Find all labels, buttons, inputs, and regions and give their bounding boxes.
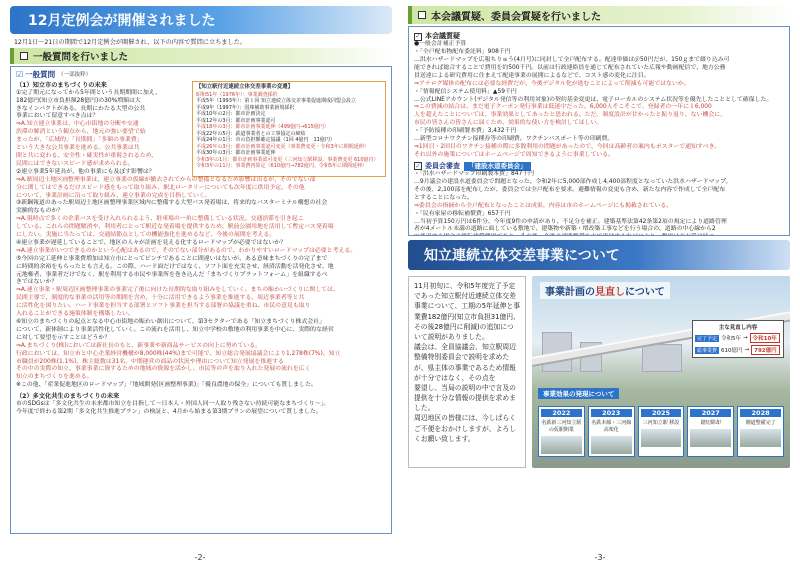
flow-step-desc: 名鉄新三河知立駅の仮駅開業 (541, 420, 582, 433)
page-number-right: -3- (594, 553, 606, 562)
flow-step-photo (591, 436, 632, 454)
bottom-paragraph: 周辺地区の皆様には、今しばらくご不便をおかけしますが、よろしくお願い致します。 (414, 414, 516, 443)
image-title (540, 282, 670, 299)
flow-step (687, 406, 734, 457)
general-question-section-title: 一般質問を行いました (33, 52, 129, 63)
q2-title: （2）多文化共生のまちづくりの未来 (16, 393, 120, 401)
history-item: 平成10年の2月：都市計画決定 (196, 111, 266, 118)
body-line: 実験的なものか？ (16, 208, 64, 215)
flow-step-year: 2023 (591, 409, 632, 417)
right-page (400, 0, 800, 566)
revision-title: 主な見直し内容 (718, 325, 758, 331)
building-shape (642, 344, 682, 372)
q1-continued (16, 177, 386, 390)
image-title-prefix: 事業計画の (545, 287, 595, 298)
bottom-paragraph: 11月初旬に、令和5年度完了予定であった知立駅付近連続立体交差事業について、工期の5年延伸と事業費182億円(知立市負担31億円、その後28億円に削減)の追加について説明がありました。 (414, 282, 521, 341)
q1-line: 間と共に変わる、安全性・確実性が重視されるため、 (16, 152, 158, 159)
body-line: に対して要望を示すことはどうか？ (16, 334, 111, 341)
flow-step (588, 406, 635, 457)
body-line: 行政においては、知立市と中心企業経営機構が8,000株(44%)まで可能で、知立総合発展協議会により1,278株(7%)、知立 (16, 350, 341, 357)
arrow-right-icon: → (743, 335, 748, 341)
revision-row (695, 333, 781, 343)
flow-step (638, 406, 685, 457)
iinkai-line: …当初予算150万円は6件分、今年度9件の申請があり、不足分を補正。建築基準法第42条第2項の規定により道路管理 (414, 218, 727, 225)
general-question-section-header (10, 48, 392, 64)
iinkai-line: ・「洪水ハザードマップ印刷製本費」847千円 (414, 171, 534, 178)
flow-step-photo (541, 436, 582, 454)
flow-step-desc: 名鉄本線・三河線 高架化 (591, 420, 632, 433)
square-icon (418, 11, 426, 19)
flow-step-desc: 側道整備完了 (745, 420, 776, 426)
honkaigi-line: …洪水ハザードマップを広報ちりゅう(4月号)に同封して全戸配布する。配達単価は＠50円だが、150ｇまで綴り込み可 (414, 57, 730, 64)
flow-step-year: 2027 (690, 409, 731, 417)
history-title: 【知立駅付近連続立体交差事業の変遷】 (196, 83, 294, 90)
q1-title: （1）知立市のまちづくりの未来 (16, 81, 107, 89)
flow-step (737, 406, 784, 457)
body-line: ⑥知立のまちづくりの起点となる中心市街地の賑わい創出について、第3セクターである「知立まちづくり株式会社」 (16, 319, 325, 326)
history-item: 平成22年の5月：鉄道事業者との工事協定の締結 (196, 130, 306, 137)
flow-step-year: 2028 (740, 409, 781, 417)
revision-tag: 完了予定 (697, 335, 718, 342)
iinkai-title: 委員会審査 (425, 161, 460, 170)
honkaigi-line: ●一般会計補正予算 (414, 41, 467, 48)
q1-line: という大きな公共事業を進める。公共事業は共 (16, 145, 140, 152)
effect-flow-title: 事業効果の発現について (538, 388, 619, 399)
honkaigi-title: 本会議質疑 (425, 32, 460, 40)
history-item: 平成9年（1997年）：国庫補助事業新規採択 (196, 104, 295, 111)
body-line: に時間的余裕をもらったとも言える。この際、ハード面だけではなく、ソフト面を充実させ、経済活動を活発化させ、地 (16, 263, 334, 270)
iinkai-line: ⇒委員会の指摘から全戸配布となったことは成果。内容は市のホームページにも掲載されている。 (414, 202, 673, 209)
history-item: 平成30年の3月：都市計画事業延伸 (196, 150, 276, 157)
honkaigi-line: 市民の皆さんの皆さんに届くため、効果的な使い方を検討してほしい。 (414, 120, 603, 127)
grade-separation-section (408, 240, 790, 475)
q1-line: 事業において留意すべき点は？ (16, 113, 99, 120)
q2-line: 今年度で終わる第2期「多文化共生推進プラン」の検証と、4月から始まる第3期プランの展望について質しました。 (16, 409, 322, 416)
revision-before: 令和5年 (721, 336, 742, 342)
body-line: 分に関してはできるだけスピード感をもって取り組み、駅北ロータリーについても次年度に供用予定。その他 (16, 184, 305, 191)
iinkai-line: その後、2,100部を配布したが、委員会では全戸配布を要求。避難情報の変更も含め、新たな内容で作成して全戸配布 (414, 186, 726, 193)
history-item: 平成18年の3月：都市計画事業延伸（499億円→615億円） (196, 124, 329, 131)
honkaigi-line: …公式LINEアカウント(デジタル発信等の利用対象)の契約基金変更は、電子ローカルのシステム状況等を優先したこととして確保した。 (414, 96, 773, 103)
iinkai-committee: 「建設水道委員会」 (464, 162, 531, 171)
right-section-header (408, 6, 790, 24)
grade-separation-content (408, 276, 790, 468)
body-line: している、これらの問題解消や、利用者にとって駅近な発着場を提供するため、駅前公園用地を活用して暫定バス発着場 (16, 224, 334, 231)
q1-line: 渋滞の解消という観点から、地元の強い要望で始 (16, 129, 146, 136)
bottom-paragraph: 要望し、当局の説明の中で言及の提供を十分な情報の提供を求めました。 (414, 383, 516, 413)
honkaigi-line: …新型コロナワクチン接種券等の印刷費。ワクチンパスポート等の印刷費。 (414, 136, 614, 143)
flow-step-photo (740, 429, 781, 447)
iinkai-line (414, 234, 784, 236)
q1-line: 民間にはできないスピード感が求められる。 (16, 160, 134, 167)
check-icon: ☑ (16, 70, 24, 79)
general-question-title: 一般質問 (25, 70, 56, 80)
body-line: ⇒A.まちづくり(株)においては新社長のもと、新事業や新商品サービスの向上に努めている。 (16, 342, 262, 349)
revision-after: 令和10年 (750, 333, 780, 343)
history-item: 平成24年の1月：市の負担額確定協議（1回 4億円 11億円） (196, 137, 335, 144)
body-line: ※この他、「産業促進地区のロードマップ」「地域開発(区画整理事業)」「優良農地の保全」についても質しました。 (16, 382, 317, 389)
history-item: 平成12年の3月：都市計画事業認可 (196, 117, 276, 124)
body-line: ⇒A.連立事業がいつできるのかという心配はあるので、そのでない部分があるので、わかりやすいロードマップは必要と考える。 (16, 247, 357, 254)
body-line: 入れることができる施策体制を構築したい。 (16, 311, 134, 318)
flow-step-year: 2022 (541, 409, 582, 417)
honkaigi-line: ・「予防接種の印刷製本費」3,432千円 (414, 128, 517, 135)
revision-tag: 総事業費 (697, 347, 718, 354)
left-intro: 12月1日～21日の期間で12月定例会が開催され、以下の内容で質問に立ちました。 (14, 39, 247, 46)
iinkai-line: 者が4メートル未満の道路に面している敷地で、建築物や新築・増改築工事などを行う場合の、道路の中心線から2 (414, 226, 716, 233)
grade-separation-text (408, 276, 526, 468)
history-item: 令和3年の1月：都市計画事業認可変更（三河知立駅移設、事業費変更 610億円） (196, 156, 379, 163)
honkaigi-line: ⇒1回目・2回目のワクチン接種の際に多数利用の問題があったので、今回は高齢者の案内もポスターで通知すべき。 (414, 144, 721, 151)
flow-step-desc: 踏切除却 (700, 420, 721, 426)
revision-after: 792億円 (751, 345, 779, 355)
general-question-box (10, 66, 392, 534)
body-line: ⇒A.現時点で多くの企業バスを受け入れられるよう、駐車場の一角に整備している状況。交通渋滞を引き起こ (16, 216, 304, 223)
body-line: について、事業計画に沿って取り組み、連立事業の完成を目指していく。 (16, 192, 211, 199)
history-item: 昭和51年（1976年）：事業調査採択 (196, 91, 278, 98)
flow-step-year: 2025 (641, 409, 682, 417)
iinkai-line: とすることになった。 (414, 194, 473, 201)
iinkai-header (414, 162, 784, 171)
body-line: 市職員が200株(1.1%)、株主総数は31名、中期運営の商品の状況や理由について知立発展を推進する (16, 358, 284, 365)
body-line: きではないか？ (16, 279, 58, 286)
honkaigi-line: ⇒この費減の結合は、まだ電子クーポン発行事業は低迷中だった。6,000人そこそこで、登録者の一年に１6,000 (414, 104, 712, 111)
effect-flow (538, 406, 784, 457)
body-line: ④連立事業が遅延していることで、地区の人々が計画を見える化するロードマップが必要ではないか？ (16, 239, 287, 246)
body-line: 民間主導で、制度的な事業の活用等の期間を含め、十分に活用できるよう事業を推進する。周辺事業者等と共 (16, 295, 305, 302)
right-section-title: 本会議質疑、委員会質疑を行いました (431, 11, 601, 23)
q1-line: ①完了期元になってから5年間という長期期間に加え、 (16, 89, 161, 96)
honkaigi-line: ・「情報配信システム使用料」▲59千円 (414, 88, 517, 95)
check-icon: ✓ (415, 161, 421, 170)
deliberation-box (408, 26, 790, 236)
arrow-right-icon: → (744, 347, 750, 353)
flow-step-photo (690, 429, 731, 447)
flow-step-photo (641, 429, 682, 447)
iinkai-line: …9月議会の建設水道委員会で問題となった、令和2年に5,000部作成し4,400部程度となっていた洪水ハザードマップ。 (414, 178, 732, 185)
body-line: ⇒A.連立事業・駅周辺区画整理事業の事業完了後に向けた長期的な取り組みをしていく。まちの賑わいづくりに関しては、 (16, 287, 339, 294)
body-line: について、新体制により事業活性化していく。この流れを活用し、知立中学校の敷地の利用事業を中心に、実際的な経営 (16, 326, 334, 333)
q1-line: ②連立事業5年延長が、他の事業にも及ぼす影響は？ (16, 168, 155, 175)
q2-line: 市のSDGsは「多文化共生の未来都市知立を目指して～日本人・外国人同一人取り残さない持続可能なまちづくり～」。 (16, 401, 330, 408)
bottom-paragraph: 議会は、全員協議会、知立駅周辺整備特別委員会で説明を求めたが、県主体の事業であるため情報が十分ではなく、その点を (414, 343, 516, 382)
history-item: 平成5年（1993年）：第１回 知立連続立体交差事業促進期成同盟会設立 (196, 98, 356, 105)
image-title-suffix: について (625, 287, 665, 298)
question-top-area (16, 81, 386, 177)
q1-line: まったが、「広域的」「長期間」「多額の事業費」 (16, 137, 143, 144)
body-line: に活性化を図りたい。ハード事業を担当する部署とソフト事業を担当する部署の協議を重ね、市民の意見も取り (16, 303, 311, 310)
body-line: ⑤今回の完工延伸と事業費増加は知立市にとってピンチであることに間違いはないが、ある意味まちづくりの完了まで (16, 255, 328, 262)
general-question-note: （一部抜粋） (58, 71, 92, 78)
honkaigi-line: 能できれば総合することで費用を約500千円。以前は行政連絡員を通じて配布されていた広報や動画配信で、地方公務 (414, 64, 726, 71)
body-line: ⇒A.駅周辺土地区画整理事業は、連立事業の仮線が撤去されてからの整備となるため影響は出るが、そのでない部 (16, 176, 316, 183)
body-line: その中の実際の知立、事業事業に資するための地域の資源を活かし、市民等の声を取り入れた発展の流れを広く (16, 366, 311, 373)
page-number-left: -2- (194, 553, 206, 562)
check-icon: ✓ (415, 32, 421, 40)
square-icon (20, 52, 28, 60)
history-item: 平成26年の3月：都市計画事業認可変更（事業費変更・令和3年に期間延伸） (196, 143, 369, 150)
honkaigi-line: ⇒アナログ媒体の配布には必要な経費だが、今後デジタル化が進むことによって削減も可能ではないか。 (414, 80, 690, 87)
honkaigi-line: 人を超えたことについては、事業効果としてあったと思われる。ただ、制度設計が甘かったと振り返り、ない機会に、 (414, 112, 727, 119)
grade-separation-title: 知立連続立体交差事業について (408, 240, 790, 270)
revision-box (692, 320, 784, 358)
honkaigi-line: ・「全戸配布物配布委託料」908千円 (414, 49, 511, 56)
q1-text (16, 81, 188, 177)
image-title-key: 見直し (595, 287, 625, 298)
body-line: 元地権者、事業者だけでなく、駅を利用する市民や事業所を巻き込んだ「まちづくりプラットフォーム」を組織するべ (16, 271, 328, 278)
honkaigi-line: それ以外の施策についてはホームページで周知できるように事業している。 (414, 151, 615, 158)
honkaigi-line: 員送達による研究費用に住まえて配達事業の展開によるなどで、コスト感の変化に注目。 (414, 72, 650, 79)
body-line: にしたい。実施に当たっては、交通結節点としての機能強化を進めるなど、今後の展開を考える。 (16, 232, 276, 239)
history-box (192, 81, 386, 177)
flow-step (538, 406, 585, 457)
q1-line: きなインパクトがある。長期にわたる大型の公共 (16, 105, 146, 112)
honkaigi-header (414, 32, 784, 41)
q1-line: ⇒A.知立連立事業は、中心市街地の分断や交通 (16, 121, 139, 128)
project-plan-image (532, 276, 790, 468)
flow-step-desc: 三河知立駅 移設 (642, 420, 680, 426)
left-page-title: 12月定例会が開催されました (10, 6, 392, 34)
q1-lines (16, 90, 188, 177)
history-item: 令和3年の11月：事業費再算定（610億円→782億円、令和5年に期間延伸） (196, 163, 368, 170)
body-line: 知立のまちづくりを進める。 (16, 374, 93, 381)
iinkai-line: ・「民有家屋の移転補償費」657千円 (414, 210, 511, 217)
revision-row (695, 345, 781, 355)
body-line: ③新鋼報道のあった駅周辺土地区画整理事業区域内に整備する大型バス発着場は、将来的なバスターミナル構想の社会 (16, 200, 328, 207)
general-question-header (16, 70, 386, 81)
q1-line: 182億円(知立市負担額28億円)の30%増額は大 (16, 97, 141, 104)
revision-before: 610億円 (721, 348, 743, 354)
